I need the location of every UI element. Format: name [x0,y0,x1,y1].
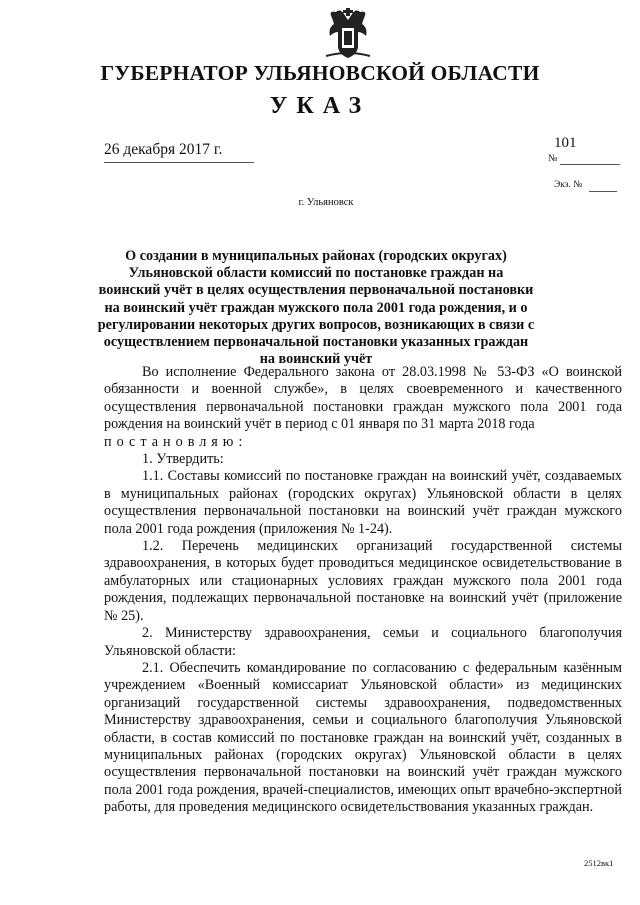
decree-word-paragraph [104,434,622,451]
paragraph-2-1: 2.1. Обеспечить командирование по согласованию с федеральным казённым учреждением «Военный комиссариат Ульяновской области» из медицинских организаций государственной системы здравоохранения, подведомственных Министерству здравоохранения, семьи и социального благополучия Ульяновской области, в состав комиссий по постановке граждан на воинский учёт, созданных в муниципальных районах (городских округах) Ульяновской области в целях осуществления первоначальной постановки на воинский учёт граждан мужского пола 2001 года рождения, врачей-специалистов, имеющих опыт врачебно-экспертной работы, для проведения медицинского освидетельствования указанных граждан. [104,659,622,816]
copy-number-label: Экз. № [554,180,583,190]
decree-date: 26 декабря 2017 г. [104,141,223,158]
decree-word: постановляю: [104,433,248,450]
number-sign: № [548,153,558,164]
decree-number: 101 [554,135,577,151]
copy-number-underline [589,191,617,192]
intro-paragraph [104,364,622,434]
governor-title: ГУБЕРНАТОР УЛЬЯНОВСКОЙ ОБЛАСТИ [100,61,540,85]
paragraph-1: 1. Утвердить: [142,451,224,468]
paragraph-1-2: 1.2. Перечень медицинских организаций государственной системы здравоохранения, в которых будет проводиться медицинское освидетельствование в амбулаторных или стационарных условиях граждан мужского пола 2001 года рождения, подлежащих первоначальной постановке на воинский учёт (приложение № 25). [104,538,622,624]
intro-text: Во исполнение Федерального закона от 28.03.1998 № 53-ФЗ «О воинской обязанности и военной службе», в целях своевременного и качественного осуществления первоначальной постановки граждан мужского пола 2001 года рождения на воинский учёт в период с 01 января по 31 марта 2018 года [104,364,622,433]
date-underline [104,162,254,163]
paragraph-1-1: 1.1. Составы комиссий по постановке граждан на воинский учёт, создаваемых в муниципальных районах (городских округах) Ульяновской области в целях осуществления первоначальной постановки на воинский учёт граждан мужского пола 2001 года рождения (приложения № 1-24). [104,468,622,537]
number-underline [560,164,620,165]
document-code: 2512вк1 [584,858,614,868]
decree-body [104,364,622,817]
city: г. Ульяновск [298,197,354,208]
document-type: УКАЗ [269,93,371,119]
decree-heading: О создании в муниципальных районах (городских округах) Ульяновской области комиссий по постановке граждан на воинский учёт в целях осуществления первоначальной постановки на воинский учёт граждан мужского пола 2001 года рождения, и о регулировании некоторых других вопросов, возникающих в связи с осуществлением первоначальной постановки указанных граждан на воинский учёт [97,248,535,368]
coat-of-arms-icon [322,6,374,62]
paragraph-2: 2. Министерству здравоохранения, семьи и социального благополучия Ульяновской области: [104,625,622,659]
